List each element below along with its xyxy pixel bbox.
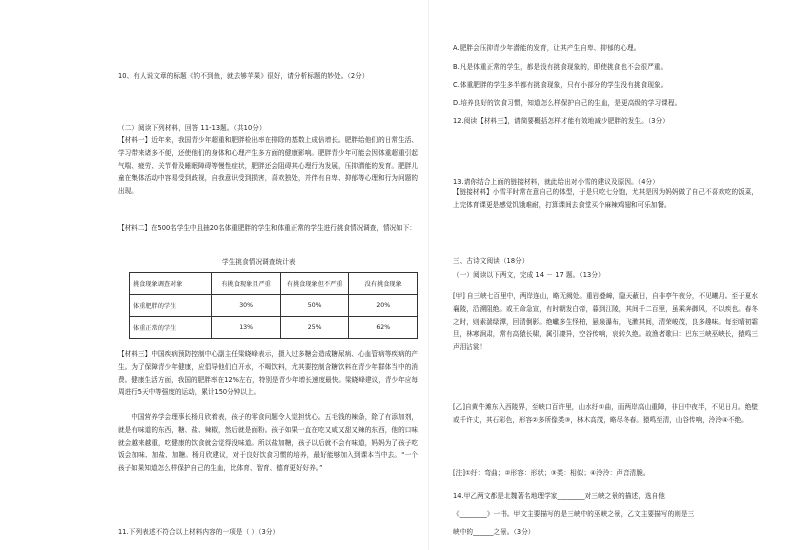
section-3-header: 三、古诗文阅读（18分） [453,257,529,265]
table-cell: 体重肥胖的学生 [130,295,212,317]
section-3-subheader: （一）阅读以下两文，完成 14 － 17 题。（13分） [453,271,605,279]
table-title: 学生挑食情况调查统计表 [222,258,296,266]
table-cell: 30% [212,295,281,317]
material-3: 【材料三】中国疾病预防控制中心副主任梁晓峰表示，摄入过多糖会造成糖尿病、心血管病等疾病的产生。为了保障青少年健康，应倡导他们白开水，不喝饮料，尤其要控制含糖饮料在青少年群体当中的消费。健康生活方面，我国的肥胖率在12%左右，特别是青少年增长速度最快。梁晓峰建议，青少年应每周进行5天中等强度的运动，累计150分钟以上。 [118,350,418,397]
table-header-row [130,273,418,295]
option-c: C.体重肥胖的学生多半都有挑食现象，只有小部分的学生没有挑食现象。 [453,81,668,89]
section-2-header: （二）阅读下列材料，回答 11-13题。（共10分） [118,124,266,132]
material-3-continued: 中国营养学会理事长杨月欣着表，孩子的零食问题令人觉担忧心。五毛钱的辣条，除了有添加剂，就是有味道的东西，糖、盐、辣椒，然后就是面粉。孩子如果一直在吃又咸又甜又辣的东西，他的口味就会越来越重，吃健康的饮食就会觉得没味道。所以盐加糖，孩子以后就不会有味道，妈妈为了孩子吃饭会加味、加盐、加糖。杨月欣建议，对于良好饮食习惯的培养，最好能够加入到课本当中去。“一个孩子如果知道怎么样保护自己的生血，比体育、智育、德育更好好养。” [118,413,418,473]
passage-b: [乙]自黄牛滩东入西陵界，至峡口百许里，山水纡①曲，而两岸高山重障，非日中夜半，不见日月。绝壁或千许丈，其石彩色，形容②多所像类③，林木高茂，略尽冬春。猿鸣至清，山谷传响，泠泠④不绝。 [453,403,758,424]
table-cell: 20% [349,295,418,317]
survey-table [129,272,418,339]
question-14-line-2: 《________》一书。甲文主要描写的是三峡中的巫峡之景，乙文主要描写的则是三 [453,510,695,518]
question-14-line-1: 14.甲乙两文都是北魏著名地理学家________对三峡之景的描述，选自他 [453,492,665,500]
option-b: B.凡是体重正常的学生，都是没有挑食现象的，即使挑食也不会很严重。 [453,63,668,71]
option-d: D.培养良好的饮食习惯，知道怎么样保护自己的生血，是更高级的学习课程。 [453,99,682,107]
table-header-cell: 没有挑食现象 [349,273,418,295]
table-header-cell: 有挑食现象但不严重 [280,273,349,295]
table-row [130,295,418,317]
option-a: A.肥胖会压抑青少年潜能的发育，让其产生自卑、抑郁的心理。 [453,44,641,52]
table-header-cell: 挑食现象调查对象 [130,273,212,295]
question-14-line-3: 峡中的______之景。（3分） [453,528,535,536]
table-header-cell: 有挑食现象且严重 [212,273,281,295]
table-cell: 25% [280,317,349,339]
material-2-intro: 【材料二】在500名学生中且抽20名体重肥胖的学生和体重正常的学生进行挑食情况调查，情况如下： [118,224,416,232]
question-10: 10、有人说文章的标题《钓不到鱼，就去够苹果》很好，请分析标题的妙处。（2分） [118,72,369,80]
annotation-notes: [注]①纡：弯曲；②形容：形状；③类：相似；④泠泠：声音清脆。 [453,469,650,477]
question-12: 12.阅读【材料三】，请简要概括怎样才能有效地减少肥胖的发生。（3分） [453,117,669,125]
table-cell: 13% [212,317,281,339]
question-13: 13.请你结合上面的链接材料，就此给出对小雪的建议及原因。（4分） [453,178,659,186]
material-1: 【材料一】近年来，我国青少年超重和肥胖检出率在排除的基数上成倍增长。肥胖给他们的日常生活、学习带来诸多不便，还使他们的身体和心理产生多方面的健康影响。肥胖青少年可能会因体重超重引起气喘、疲劳、关节骨及睡眠障碍等慢性症状，肥胖还会阻碍其心理行为发展，压抑潜能的发育。肥胖儿童在集体活动中容易受到歧视，自我意识受到损害，喜欢独处，并伴有自卑、抑郁等心理和行为问题的出现。 [118,136,418,196]
passage-a: [甲] 自三峡七百里中，两岸连山，略无阙处。重岩叠嶂，隐天蔽日，自非亭午夜分，不见曦月。至于夏水襄陵，沿溯阻绝。或王命急宣，有时朝发白帝，暮到江陵，其间千二百里，虽乘奔御风，不以疾也。春冬之时，则素湍绿潭，回清倒影。绝巘多生怪柏，悬泉瀑布，飞漱其间，清荣峻茂，良多趣味。每至晴初霜旦，林寒涧肃，常有高猿长啸，属引凄异，空谷传响，哀转久绝。故渔者歌曰：巴东三峡巫峡长，猿鸣三声泪沾裳！ [453,292,758,352]
question-11: 11.下列表述不符合以上材料内容的一项是（ ）（3分） [118,528,280,536]
table-cell: 50% [280,295,349,317]
link-material: 【链接材料】小雪平时常在意自己的体型，于是只吃七分饱，尤其是因为妈妈做了自己不喜欢吃的饭菜，上完体育课更是感觉饥饿难耐，打算课间去食堂买个麻辣鸡翅和可乐加餐。 [453,188,758,209]
table-cell: 62% [349,317,418,339]
table-row [130,317,418,339]
table-cell: 体重正常的学生 [130,317,212,339]
column-divider [428,0,429,550]
